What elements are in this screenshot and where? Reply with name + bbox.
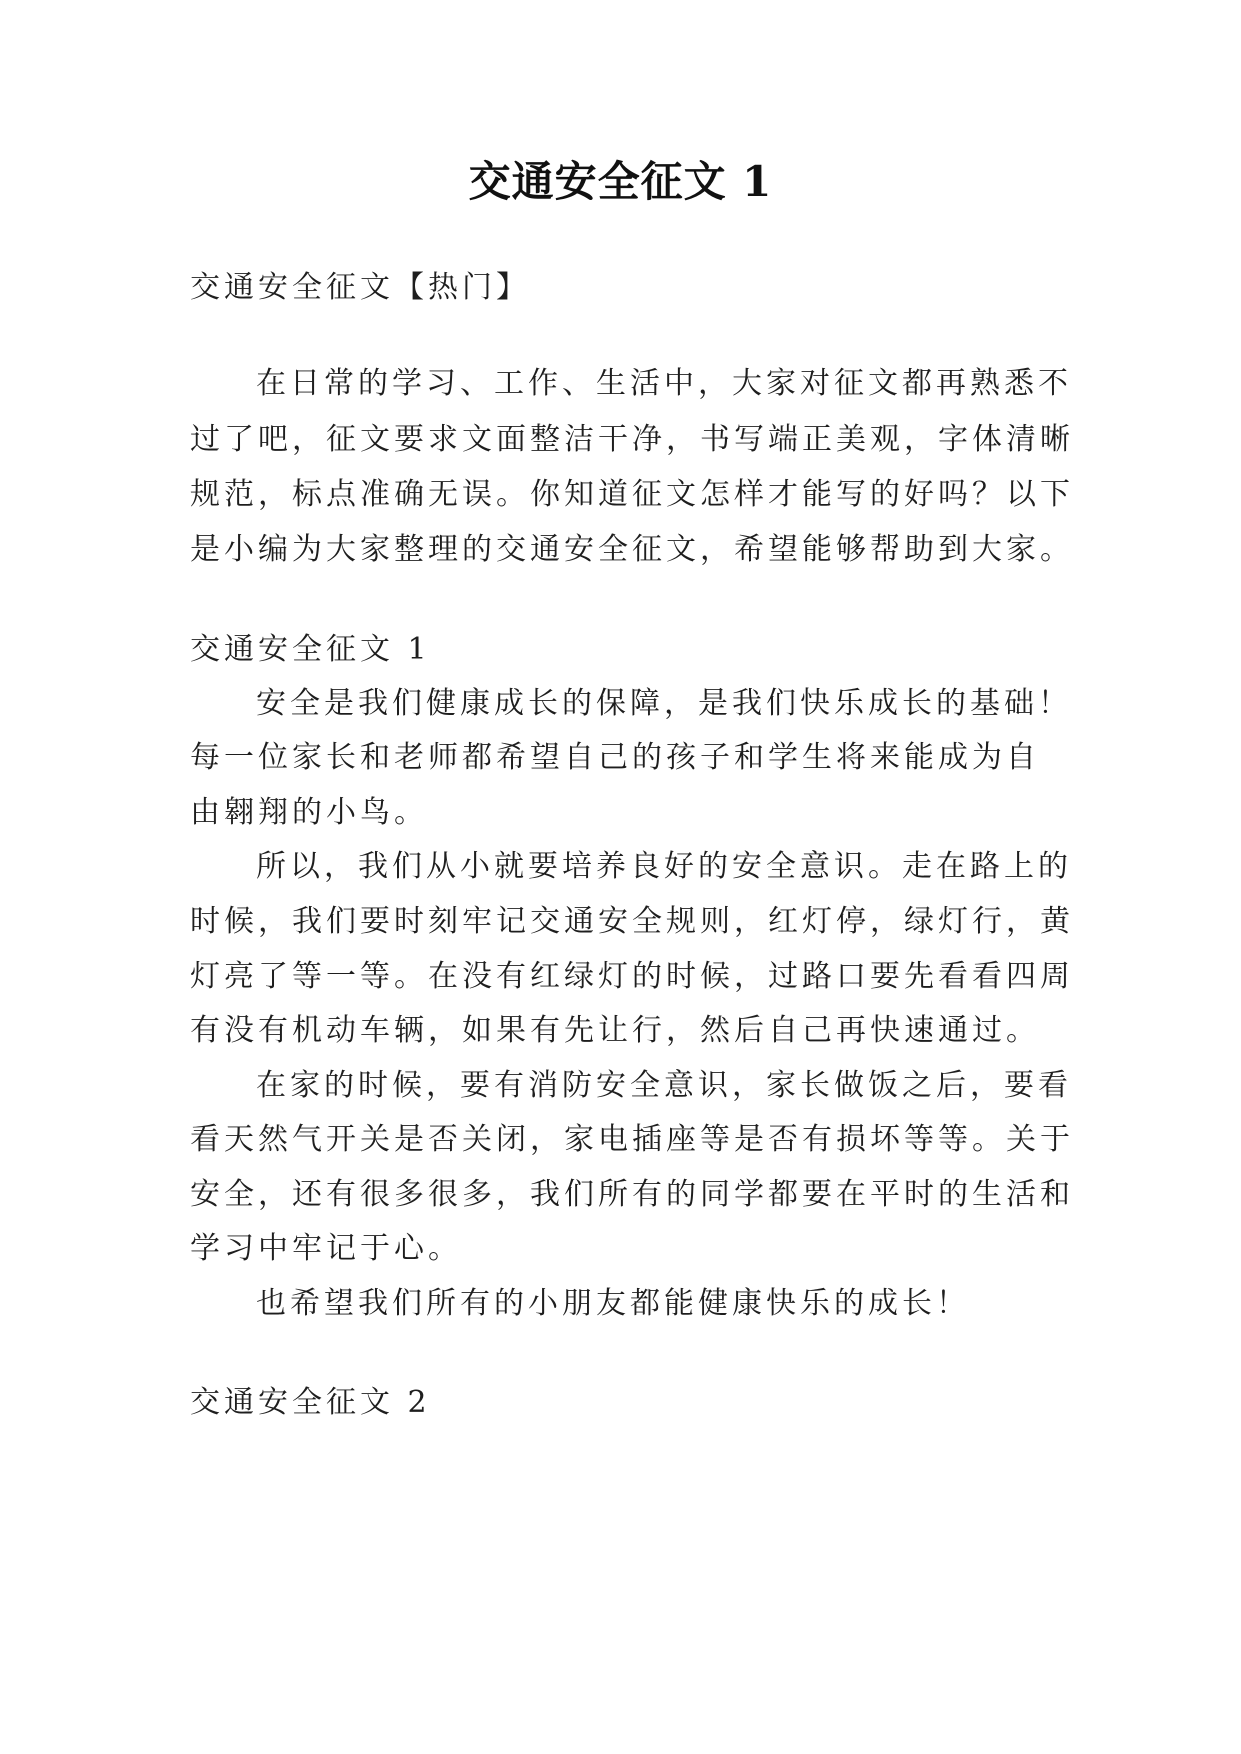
paragraph-line: 安全是我们健康成长的保障，是我们快乐成长的基础！ [256,686,1072,721]
paragraph-line: 安全，还有很多很多，我们所有的同学都要在平时的生活和 [190,1177,1074,1212]
paragraph-line: 学习中牢记于心。 [190,1231,462,1266]
document-subtitle: 交通安全征文【热门】 [190,270,530,305]
intro-line: 是小编为大家整理的交通安全征文，希望能够帮助到大家。 [190,532,1074,567]
paragraph-line: 也希望我们所有的小朋友都能健康快乐的成长！ [256,1286,970,1321]
intro-line: 在日常的学习、工作、生活中，大家对征文都再熟悉不 [256,366,1072,401]
intro-line: 过了吧，征文要求文面整洁干净，书写端正美观，字体清晰 [190,422,1074,457]
paragraph-line: 每一位家长和老师都希望自己的孩子和学生将来能成为自 [190,740,1040,775]
paragraph-line: 由翱翔的小鸟。 [190,795,428,830]
paragraph-line: 看天然气开关是否关闭，家电插座等是否有损坏等等。关于 [190,1122,1074,1157]
paragraph-line: 时候，我们要时刻牢记交通安全规则，红灯停，绿灯行，黄 [190,904,1074,939]
section-heading-2: 交通安全征文 2 [190,1385,431,1420]
paragraph-line: 有没有机动车辆，如果有先让行，然后自己再快速通过。 [190,1013,1040,1048]
paragraph-line: 灯亮了等一等。在没有红绿灯的时候，过路口要先看看四周 [190,959,1074,994]
section-heading-1: 交通安全征文 1 [190,632,431,667]
paragraph-line: 在家的时候，要有消防安全意识，家长做饭之后，要看 [256,1068,1072,1103]
document-title: 交通安全征文 1 [468,157,773,206]
paragraph-line: 所以，我们从小就要培养良好的安全意识。走在路上的 [256,849,1072,884]
intro-line: 规范，标点准确无误。你知道征文怎样才能写的好吗？以下 [190,477,1074,512]
